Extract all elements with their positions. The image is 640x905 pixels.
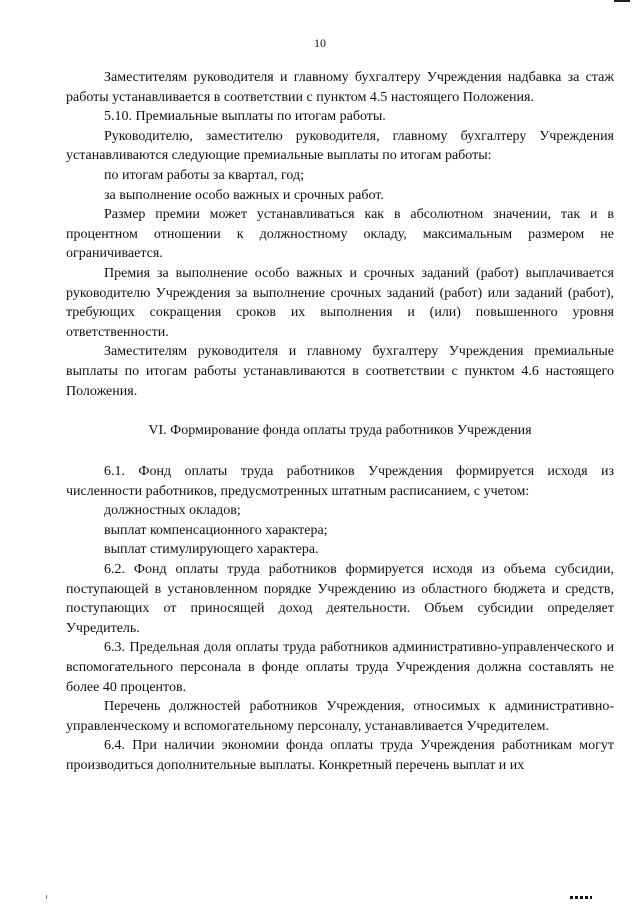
- list-item-quarter-year: по итогам работы за квартал, год;: [104, 167, 305, 183]
- paragraph-section-6-1: 6.1. Фонд оплаты труда работников Учреждения формируется исходя из численности работников, предусмотренных штатным расписанием, с учетом:: [66, 464, 614, 499]
- paragraph-premium-size: Размер премии может устанавливаться как в абсолютном значении, так и в процентном отношении к должностному окладу, максимальным размером не ограничивается.: [66, 207, 614, 262]
- paragraph-section-6-2: 6.2. Фонд оплаты труда работников формируется исходя из объема субсидии, поступающей в установленном порядке Учреждению из областного бюджета и средств, поступающих от приносящей доход деятельности. Объем субсидии определяет Учредитель.: [66, 562, 614, 636]
- paragraph-deputy-premium: Заместителям руководителя и главному бухгалтеру Учреждения премиальные выплаты по итогам работы устанавливаются в соответствии с пунктом 4.6 настоящего Положения.: [66, 344, 614, 399]
- list-item-salaries: должностных окладов;: [104, 503, 241, 519]
- page-number: 10: [314, 36, 326, 50]
- list-item-incentive: выплат стимулирующего характера.: [104, 542, 319, 558]
- paragraph-section-6-3: 6.3. Предельная доля оплаты труда работников административно-управленческого и вспомогательного персонала в фонде оплаты труда Учреждения должна составлять не более 40 процентов.: [66, 640, 614, 695]
- paragraph-premium-urgent: Премия за выполнение особо важных и срочных заданий (работ) выплачивается руководителю Учреждения за выполнение срочных заданий (работ) или заданий (работ), требующих сокращения сроков их выполнения и (или) повышенного уровня ответственности.: [66, 265, 614, 340]
- scan-artifact-top: [614, 0, 630, 2]
- scan-artifact-bottom: [570, 896, 592, 899]
- paragraph-positions-list: Перечень должностей работников Учреждения, относимых к административно-управленческому и вспомогательному персоналу, устанавливается Учредителем.: [66, 699, 614, 734]
- paragraph-deputy-bonus-seniority: Заместителям руководителя и главному бухгалтеру Учреждения надбавка за стаж работы устанавливается в соответствии с пунктом 4.5 настоящего Положения.: [66, 70, 614, 105]
- list-item-compensation: выплат компенсационного характера;: [104, 522, 328, 538]
- section-heading-vi: VI. Формирование фонда оплаты труда работников Учреждения: [148, 423, 532, 439]
- scan-artifact-left: [46, 895, 47, 899]
- paragraph-section-6-4: 6.4. При наличии экономии фонда оплаты труда Учреждения работникам могут производиться дополнительные выплаты. Конкретный перечень выплат и их: [66, 738, 614, 773]
- document-body: [66, 68, 614, 776]
- list-item-urgent-work: за выполнение особо важных и срочных работ.: [104, 187, 384, 203]
- paragraph-premium-payments: Руководителю, заместителю руководителя, главному бухгалтеру Учреждения устанавливаются следующие премиальные выплаты по итогам работы:: [66, 128, 614, 164]
- paragraph-section-5-10: 5.10. Премиальные выплаты по итогам работы.: [104, 109, 386, 125]
